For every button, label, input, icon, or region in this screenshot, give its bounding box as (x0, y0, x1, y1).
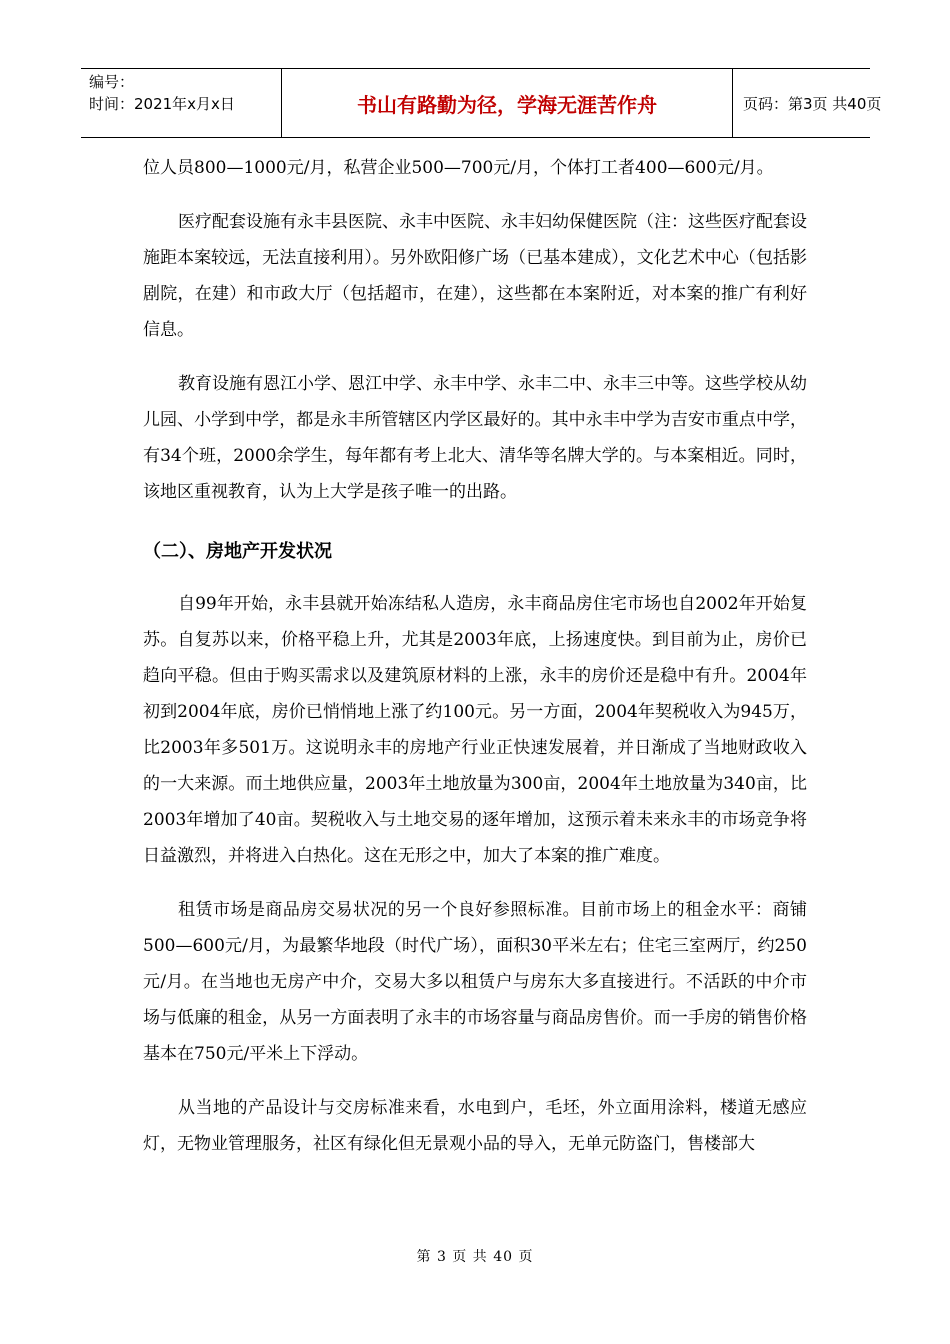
page-info: 页码：第3页 共40页 (743, 94, 882, 113)
motto: 书山有路勤为径，学海无涯苦作舟 (357, 92, 657, 117)
document-body (143, 150, 807, 1180)
header-page-cell (733, 69, 882, 137)
section-heading: （二）、房地产开发状况 (143, 541, 332, 562)
header-meta-cell (81, 69, 281, 137)
document-header (81, 68, 882, 138)
paragraph-medical: 医疗配套设施有永丰县医院、永丰中医院、永丰妇幼保健医院（注：这些医疗配套设施距本案较远，无法直接利用）。另外欧阳修广场（已基本建成），文化艺术中心（包括影剧院，在建）和市政大厅（包括超市，在建），这些都在本案附近，对本案的推广有利好信息。 (143, 212, 807, 340)
paragraph-income: 位人员800—1000元/月，私营企业500—700元/月，个体打工者400—600元/月。 (143, 158, 774, 178)
date-line: 时间：2021年x月x日 (89, 95, 235, 113)
header-motto-cell (281, 69, 733, 137)
paragraph-rental: 租赁市场是商品房交易状况的另一个良好参照标准。目前市场上的租金水平：商铺500—600元/月，为最繁华地段（时代广场），面积30平米左右；住宅三室两厅，约250元/月。在当地也无房产中介，交易大多以租赁户与房东大多直接进行。不活跃的中介市场与低廉的租金，从另一方面表明了永丰的市场容量与商品房售价。而一手房的销售价格基本在750元/平米上下浮动。 (143, 900, 807, 1064)
page-footer: 第 3 页 共 40 页 (416, 1249, 534, 1265)
number-label: 编号： (89, 73, 135, 91)
paragraph-product: 从当地的产品设计与交房标准来看，水电到户，毛坯，外立面用涂料，楼道无感应灯，无物业管理服务，社区有绿化但无景观小品的导入，无单元防盗门，售楼部大 (143, 1098, 807, 1154)
paragraph-market: 自99年开始，永丰县就开始冻结私人造房，永丰商品房住宅市场也自2002年开始复苏。自复苏以来，价格平稳上升，尤其是2003年底，上扬速度快。到目前为止，房价已趋向平稳。但由于购买需求以及建筑原材料的上涨，永丰的房价还是稳中有升。2004年初到2004年底，房价已悄悄地上涨了约100元。另一方面，2004年契税收入为945万，比2003年多501万。这说明永丰的房地产行业正快速发展着，并日渐成了当地财政收入的一大来源。而土地供应量，2003年土地放量为300亩，2004年土地放量为340亩，比2003年增加了40亩。契税收入与土地交易的逐年增加，这预示着未来永丰的市场竞争将日益激烈，并将进入白热化。这在无形之中，加大了本案的推广难度。 (143, 594, 807, 866)
paragraph-education: 教育设施有恩江小学、恩江中学、永丰中学、永丰二中、永丰三中等。这些学校从幼儿园、小学到中学，都是永丰所管辖区内学区最好的。其中永丰中学为吉安市重点中学，有34个班，2000余学生，每年都有考上北大、清华等名牌大学的。与本案相近。同时，该地区重视教育，认为上大学是孩子唯一的出路。 (143, 374, 807, 502)
